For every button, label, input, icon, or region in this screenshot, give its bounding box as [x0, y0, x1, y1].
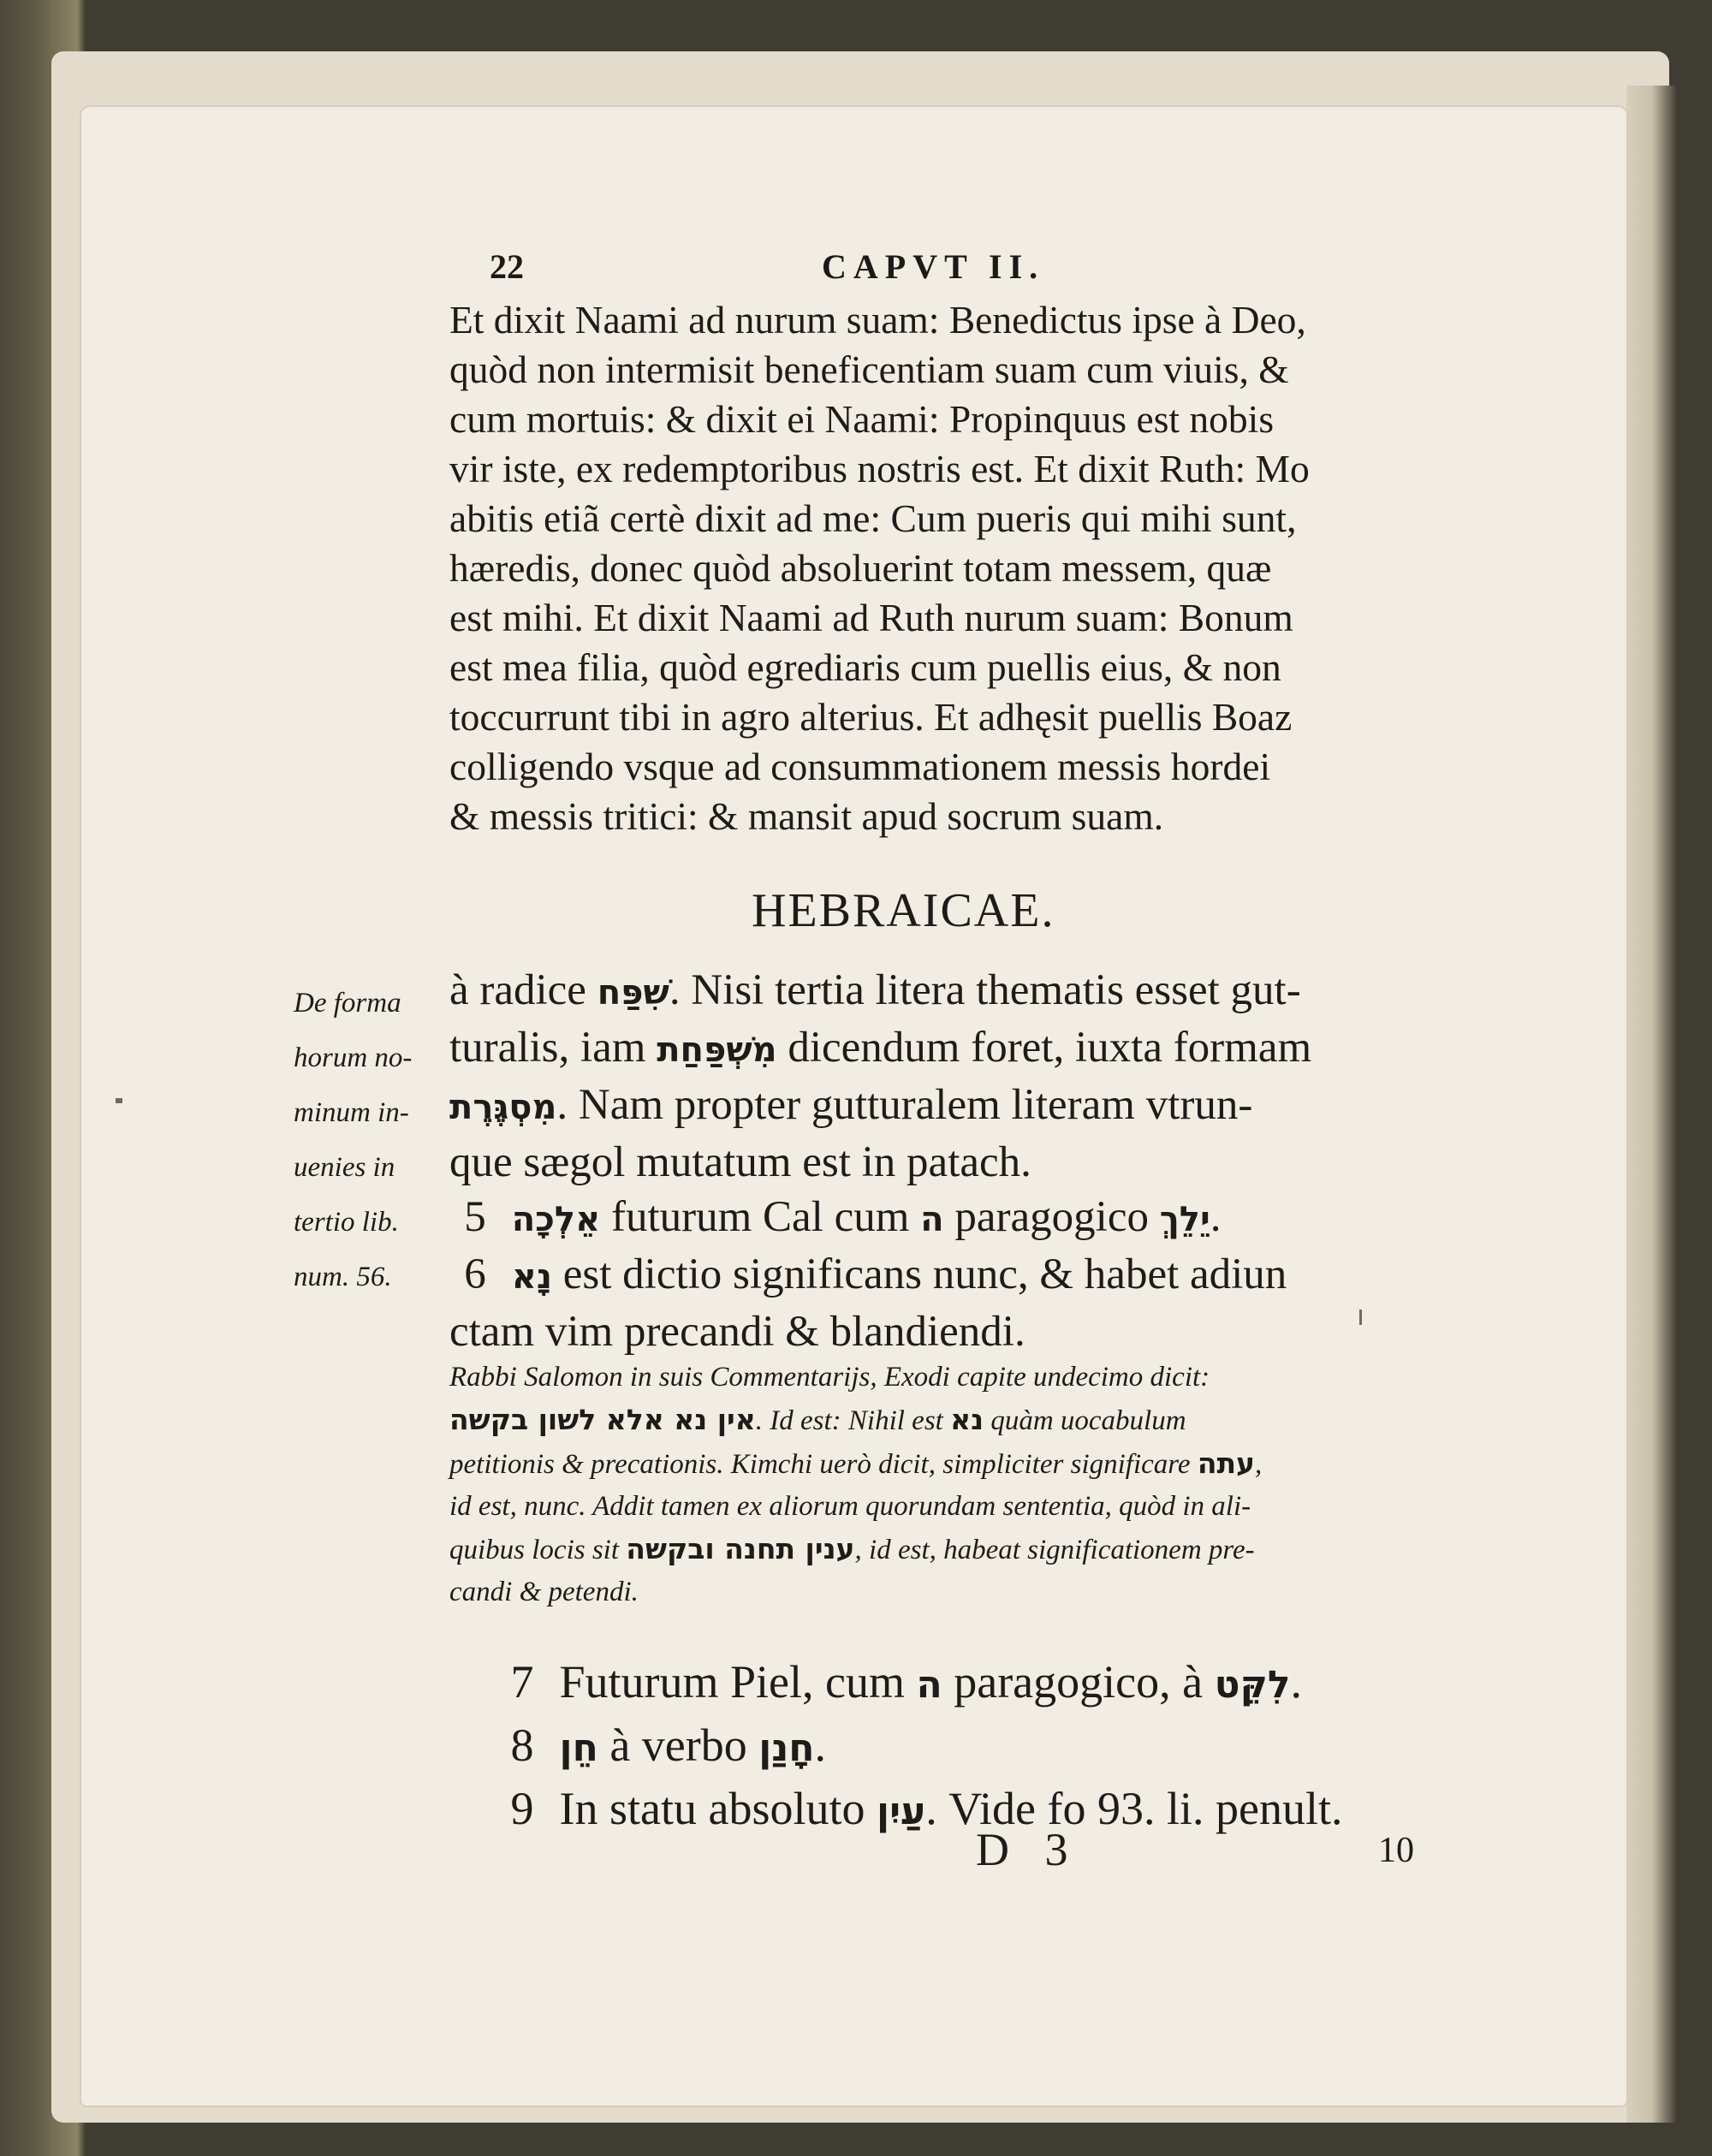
commentary-line: Rabbi Salomon in suis Commentarijs, Exodi capite undecimo dicit:: [449, 1362, 1210, 1393]
note-line: 7 Futurum Piel, cum ה paragogico, à לִקֵּט.: [496, 1652, 1447, 1715]
latin-text: est dictio significans nunc, & habet adiun: [562, 1250, 1287, 1298]
hebrew-phrase: ענין תחנה ובקשה: [626, 1532, 855, 1565]
commentary-line: candi & petendi.: [449, 1577, 639, 1607]
text-line: est mea filia, quòd egrediaris cum puellis eius, & non: [449, 645, 1281, 689]
running-title: CAPVT II.: [822, 247, 1045, 286]
margin-note-line: uenies in: [294, 1152, 395, 1183]
margin-note-line: tertio lib.: [294, 1207, 399, 1238]
page-footer: [976, 1823, 1438, 1874]
page-header: [445, 246, 1404, 289]
hebrew-word: נָא: [511, 1257, 552, 1297]
text-line: que sægol mutatum est in patach.: [449, 1138, 1031, 1186]
latin-text: petitionis & precationis. Kimchi uerò dicit, simpliciter significare: [449, 1449, 1191, 1480]
latin-text: . Id est: Nihil est: [755, 1405, 943, 1436]
text-line: [449, 1247, 1442, 1304]
hebrew-word: מִסְגֶּרֶת: [449, 1088, 557, 1127]
text-line: [449, 1078, 1442, 1135]
hebrew-word: ה: [916, 1663, 942, 1707]
latin-text: quibus locis sit: [449, 1535, 620, 1565]
latin-text: . Nisi tertia litera thematis esset gut-: [669, 966, 1301, 1014]
latin-text: . Vide fo 93. li. penult.: [925, 1783, 1343, 1834]
latin-text: paragogico, à: [954, 1656, 1204, 1708]
commentary-line: id est, nunc. Addit tamen ex aliorum quorundam sententia, quòd in ali-: [449, 1491, 1251, 1522]
latin-text: à verbo: [609, 1719, 747, 1771]
margin-note-line: De forma: [294, 988, 401, 1019]
hebrew-word: לִקֵּט: [1214, 1663, 1291, 1707]
page-edge: [1626, 86, 1678, 2123]
latin-text: paragogico: [954, 1193, 1149, 1241]
note-number: 9: [510, 1783, 534, 1834]
note-line: 8 חֵן à verbo חָנַן.: [496, 1715, 1447, 1779]
hebrew-word: עתה: [1197, 1446, 1256, 1480]
margin-note-line: num. 56.: [294, 1262, 392, 1292]
latin-text: turalis, iam: [449, 1024, 646, 1072]
note-number: 8: [510, 1719, 534, 1771]
latin-text: Futurum Piel, cum: [559, 1656, 905, 1708]
hebrew-word: ה: [920, 1200, 944, 1239]
margin-mark: [116, 1098, 122, 1103]
hebrew-word: יֵלֵךְ: [1159, 1200, 1210, 1239]
note-number: 5: [464, 1193, 486, 1241]
text-line: & messis tritici: & mansit apud socrum suam.: [449, 794, 1164, 838]
note-number: 7: [510, 1656, 534, 1708]
text-line: vir iste, ex redemptoribus nostris est. Et dixit Ruth: Mo: [449, 447, 1310, 490]
hebrew-word: אֵלְכָה: [511, 1200, 601, 1239]
signature-mark: D 3: [976, 1824, 1080, 1875]
hebrew-word: חָנַן: [758, 1726, 815, 1770]
margin-note-line: minum in-: [294, 1097, 409, 1128]
numbered-notes: [496, 1652, 1447, 1842]
latin-text: futurum Cal cum: [610, 1193, 910, 1241]
text-line: Et dixit Naami ad nurum suam: Benedictus ipse à Deo,: [449, 298, 1306, 342]
latin-text: In statu absoluto: [559, 1783, 865, 1834]
rabbinic-commentary: [449, 1357, 1442, 1613]
text-line: toccurrunt tibi in agro alterius. Et adhęsit puellis Boaz: [449, 695, 1293, 739]
note-number: 6: [464, 1250, 486, 1298]
text-line: cum mortuis: & dixit ei Naami: Propinquus est nobis: [449, 397, 1275, 441]
latin-text: . Nam propter gutturalem literam vtrun-: [556, 1081, 1253, 1129]
folio-number: 22: [490, 247, 524, 286]
commentary-line: [449, 1528, 1442, 1571]
period: .: [1210, 1193, 1222, 1241]
text-line: quòd non intermisit beneficentiam suam cum viuis, &: [449, 347, 1289, 391]
hebrew-word: חֵן: [559, 1726, 598, 1770]
hebraicae-body: [449, 963, 1442, 1359]
catchword: 10: [1378, 1831, 1414, 1870]
text-line: [449, 1190, 1442, 1247]
hebrew-phrase: אין נא אלא לשון בקשה: [449, 1403, 756, 1436]
margin-note-line: horum no-: [294, 1042, 413, 1073]
latin-text: , id est, habeat significationem pre-: [854, 1535, 1255, 1565]
text-line: hæredis, donec quòd absoluerint totam messem, quæ: [449, 546, 1272, 590]
latin-text: dicendum foret, iuxta formam: [788, 1024, 1312, 1072]
text-line: colligendo vsque ad consummationem messis hordei: [449, 745, 1271, 788]
text-line: est mihi. Et dixit Naami ad Ruth nurum suam: Bonum: [449, 596, 1293, 639]
margin-note: [294, 976, 448, 1304]
hebrew-word: עַיִן: [876, 1790, 926, 1833]
hebrew-word: נא: [950, 1403, 984, 1436]
commentary-line: petitionis & precationis. Kimchi uerò dicit, simpliciter significare עתה,: [449, 1446, 1263, 1480]
text-line: [449, 1020, 1442, 1078]
ruth-latin-text: [449, 295, 1442, 841]
commentary-line: [449, 1399, 1442, 1442]
latin-text: à radice: [449, 966, 586, 1014]
text-line: [449, 963, 1442, 1020]
margin-mark: [1359, 1310, 1362, 1325]
text-line: abitis etiã certè dixit ad me: Cum pueris qui mihi sunt,: [449, 496, 1297, 540]
hebrew-word: מִשְׁפַּחַת: [657, 1030, 777, 1070]
text-line: ctam vim precandi & blandiendi.: [449, 1308, 1025, 1356]
section-title: HEBRAICAE.: [752, 884, 1055, 937]
hebrew-word: שִׁפַּח: [597, 973, 669, 1013]
latin-text: quàm uocabulum: [990, 1405, 1186, 1436]
